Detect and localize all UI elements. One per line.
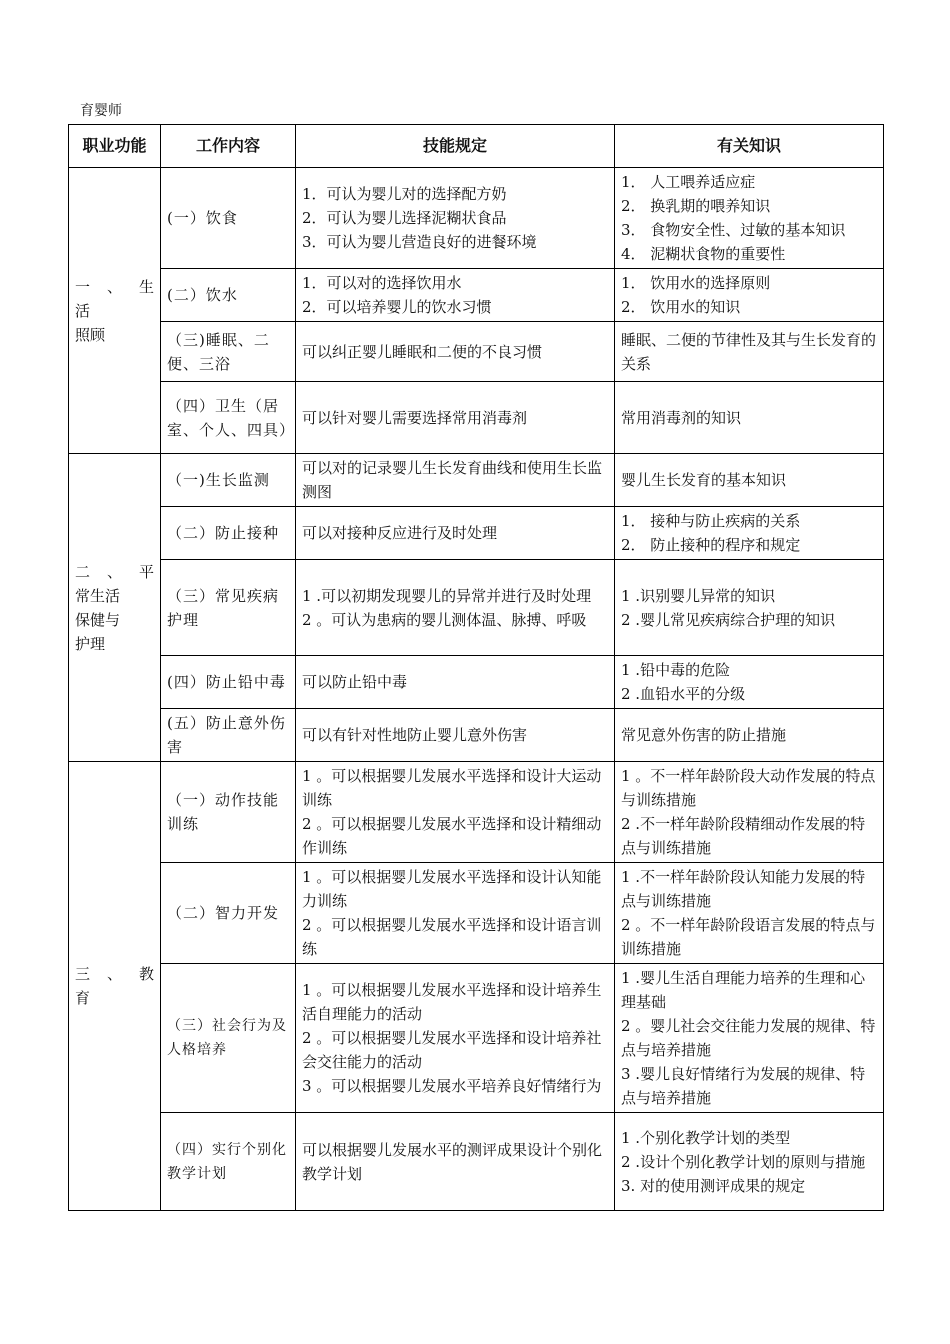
function-text: 照顾: [75, 325, 106, 344]
skill-item: 3 。可以根据婴儿发展水平培养良好情绪行为: [302, 1077, 602, 1095]
work-content-cell: （四）卫生（居室、个人、四具）: [161, 382, 296, 454]
header-related-knowledge: 有关知识: [615, 125, 884, 168]
skill-cell: [296, 709, 615, 762]
table-row: [69, 382, 884, 454]
function-text: 二: [75, 562, 91, 581]
work-content-cell: （二）智力开发: [161, 863, 296, 964]
knowledge-item: 1 。不一样年龄阶段大动作发展的特点与训练措施: [621, 767, 876, 809]
skill-cell: [296, 560, 615, 656]
function-text: 教: [138, 965, 154, 983]
skill-cell: [296, 863, 615, 964]
skill-cell: [296, 507, 615, 560]
function-text: 、: [106, 965, 122, 983]
function-text: 常生活: [75, 586, 121, 605]
knowledge-cell: [615, 322, 884, 382]
knowledge-item: 2 。不一样年龄阶段语言发展的特点与训练措施: [621, 916, 876, 958]
knowledge-cell: [615, 269, 884, 322]
table-body: [69, 168, 884, 1211]
skill-item: 可以防止铅中毒: [302, 673, 408, 691]
skill-item: 可以对的记录婴儿生长发育曲线和使用生长监测图: [302, 459, 603, 501]
table-row: [69, 762, 884, 863]
knowledge-cell: [615, 709, 884, 762]
work-content-cell: (四）防止铅中毒: [161, 656, 296, 709]
function-text: 、: [106, 277, 122, 296]
skill-cell: [296, 322, 615, 382]
work-content-cell: （三）社会行为及人格培养: [161, 964, 296, 1113]
knowledge-item: 2． 换乳期的喂养知识: [621, 197, 771, 215]
knowledge-item: 婴儿生长发育的基本知识: [621, 471, 787, 489]
knowledge-item: 3 .婴儿良好情绪行为发展的规律、特点与培养措施: [621, 1065, 866, 1107]
skill-item: 2 。可以根据婴儿发展水平选择和设计语言训练: [302, 916, 602, 958]
knowledge-item: 2 .血铅水平的分级: [621, 685, 746, 703]
table-row: [69, 863, 884, 964]
skill-item: 1 。可以根据婴儿发展水平选择和设计大运动训练: [302, 767, 602, 809]
function-text: 生: [138, 277, 154, 296]
knowledge-item: 1． 接种与防止疾病的关系: [621, 512, 801, 530]
knowledge-item: 1 .铅中毒的危险: [621, 661, 731, 679]
skill-item: 1 。可以根据婴儿发展水平选择和设计认知能力训练: [302, 868, 602, 910]
table-row: [69, 322, 884, 382]
table-row: [69, 507, 884, 560]
skill-item: 1 。可以根据婴儿发展水平选择和设计培养生活自理能力的活动: [302, 981, 602, 1023]
knowledge-item: 2 .设计个别化教学计划的原则与措施: [621, 1152, 866, 1171]
table-row: [69, 560, 884, 656]
skill-cell: [296, 1113, 615, 1211]
skill-item: 2．可以培养婴儿的饮水习惯: [302, 298, 492, 316]
header-row: [69, 125, 884, 168]
skill-item: 1 .可以初期发现婴儿的异常并进行及时处理: [302, 586, 592, 605]
skill-item: 1．可认为婴儿对的选择配方奶: [302, 185, 507, 203]
skill-item: 可以纠正婴儿睡眠和二便的不良习惯: [302, 342, 543, 361]
table-row: [69, 168, 884, 269]
function-text: 、: [106, 562, 122, 581]
knowledge-item: 3. 对的使用测评成果的规定: [621, 1176, 806, 1195]
skill-cell: [296, 656, 615, 709]
skill-item: 2．可认为婴儿选择泥糊状食品: [302, 209, 507, 227]
function-cell: [69, 454, 161, 762]
table-row: [69, 656, 884, 709]
work-content-cell: （三)睡眠、二便、三浴: [161, 322, 296, 382]
knowledge-item: 2． 防止接种的程序和规定: [621, 536, 801, 554]
skill-item: 可以对接种反应进行及时处理: [302, 524, 498, 542]
work-content-cell: （四）实行个别化教学计划: [161, 1113, 296, 1211]
knowledge-cell: [615, 168, 884, 269]
knowledge-item: 常见意外伤害的防止措施: [621, 726, 787, 744]
knowledge-item: 1 .婴儿生活自理能力培养的生理和心理基础: [621, 969, 866, 1011]
knowledge-cell: [615, 762, 884, 863]
function-text: 育: [75, 989, 91, 1007]
knowledge-cell: [615, 560, 884, 656]
knowledge-item: 1 .不一样年龄阶段认知能力发展的特点与训练措施: [621, 868, 866, 910]
function-text: 活: [75, 301, 91, 320]
header-work-content: 工作内容: [161, 125, 296, 168]
knowledge-item: 3． 食物安全性、过敏的基本知识: [621, 221, 846, 239]
skill-item: 2 。可以根据婴儿发展水平选择和设计培养社会交往能力的活动: [302, 1029, 602, 1071]
table-row: [69, 1113, 884, 1211]
occupational-standard-table: [68, 124, 884, 1211]
knowledge-item: 1． 人工喂养适应症: [621, 173, 756, 191]
work-content-cell: (五）防止意外伤害: [161, 709, 296, 762]
function-cell: [69, 762, 161, 1211]
knowledge-item: 4． 泥糊状食物的重要性: [621, 245, 786, 263]
knowledge-cell: [615, 1113, 884, 1211]
knowledge-cell: [615, 863, 884, 964]
knowledge-cell: [615, 507, 884, 560]
function-text: 三: [75, 965, 91, 983]
header-skill-requirements: 技能规定: [296, 125, 615, 168]
skill-item: 可以有针对性地防止婴儿意外伤害: [302, 726, 528, 744]
knowledge-item: 1． 饮用水的选择原则: [621, 274, 771, 292]
function-text: 保健与: [75, 610, 121, 629]
knowledge-cell: [615, 656, 884, 709]
knowledge-item: 2 。婴儿社会交往能力发展的规律、特点与培养措施: [621, 1017, 876, 1059]
skill-cell: [296, 762, 615, 863]
table-row: [69, 269, 884, 322]
skill-item: 3．可认为婴儿营造良好的进餐环境: [302, 233, 537, 251]
skill-cell: [296, 964, 615, 1113]
work-content-cell: （一)生长监测: [161, 454, 296, 507]
knowledge-cell: [615, 964, 884, 1113]
work-content-cell: （三）常见疾病护理: [161, 560, 296, 656]
knowledge-item: 2． 饮用水的知识: [621, 298, 741, 316]
knowledge-item: 1 .识别婴儿异常的知识: [621, 586, 776, 605]
work-content-cell: （二）防止接种: [161, 507, 296, 560]
knowledge-item: 常用消毒剂的知识: [621, 408, 742, 427]
document-label: 育婴师: [80, 103, 122, 119]
function-text: 护理: [75, 634, 106, 653]
skill-cell: [296, 454, 615, 507]
function-cell: [69, 168, 161, 454]
work-content-cell: （一）动作技能训练: [161, 762, 296, 863]
skill-item: 1．可以对的选择饮用水: [302, 274, 462, 292]
skill-cell: [296, 269, 615, 322]
function-text: 一: [75, 277, 91, 296]
knowledge-item: 2 .不一样年龄阶段精细动作发展的特点与训练措施: [621, 815, 866, 857]
skill-item: 可以针对婴儿需要选择常用消毒剂: [302, 408, 528, 427]
work-content-cell: (二）饮水: [161, 269, 296, 322]
skill-cell: [296, 168, 615, 269]
knowledge-item: 1 .个别化教学计划的类型: [621, 1128, 791, 1147]
skill-item: 2 。可认为患病的婴儿测体温、脉搏、呼吸: [302, 610, 587, 629]
knowledge-item: 2 .婴儿常见疾病综合护理的知识: [621, 610, 836, 629]
skill-item: 可以根据婴儿发展水平的测评成果设计个别化教学计划: [302, 1140, 603, 1183]
skill-cell: [296, 382, 615, 454]
knowledge-cell: [615, 454, 884, 507]
knowledge-item: 睡眠、二便的节律性及其与生长发育的关系: [621, 330, 877, 373]
header-function: 职业功能: [69, 125, 161, 168]
knowledge-cell: [615, 382, 884, 454]
skill-item: 2 。可以根据婴儿发展水平选择和设计精细动作训练: [302, 815, 602, 857]
table-row: [69, 454, 884, 507]
table-row: [69, 709, 884, 762]
function-text: 平: [138, 562, 154, 581]
table-row: [69, 964, 884, 1113]
work-content-cell: (一）饮食: [161, 168, 296, 269]
